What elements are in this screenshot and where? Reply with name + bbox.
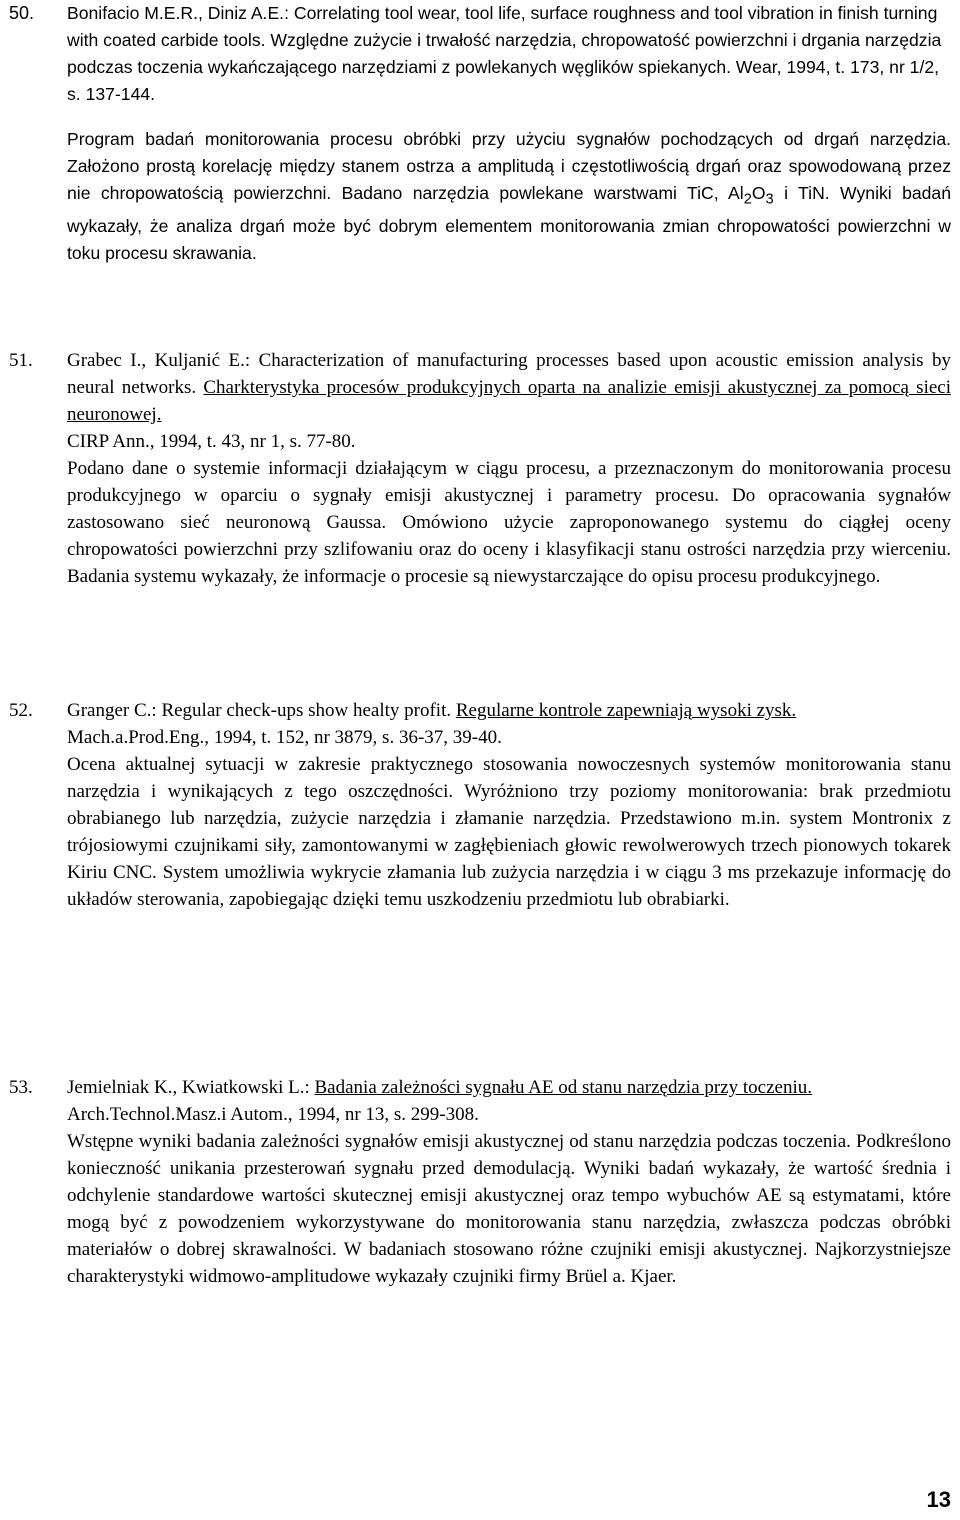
entry-citation [67, 697, 951, 724]
entry-citation [67, 0, 951, 108]
entry-body [67, 347, 951, 590]
entry-citation [67, 347, 951, 428]
entry-authors: Granger C.: [67, 700, 157, 721]
entry-source: CIRP Ann., 1994, t. 43, nr 1, s. 77-80. [67, 431, 356, 452]
entry-authors: Grabec I., Kuljanić E.: [67, 350, 251, 371]
subscript: 2 [743, 191, 752, 208]
entry-title-pl: Charkterystyka procesów produkcyjnych oparta na analizie emisji akustycznej za pomocą sieci neuronowej. [67, 377, 951, 425]
entry-number: 50. [9, 3, 35, 23]
entry-authors: Bonifacio M.E.R., Diniz A.E.: [67, 3, 289, 23]
entry-number: 51. [9, 350, 33, 371]
entry-body [67, 0, 951, 285]
page-number: 13 [926, 1487, 951, 1512]
abstract-text: Program badań monitorowania procesu obróbki przy użyciu sygnałów pochodzących od drgań narzędzia. Założono prostą korelację między stanem ostrza a amplitudą i częstotliwością drgań oraz spowodowaną przez nie chropowatością powierzchni. Badano narzędzia powlekane warstwami TiC, Al [67, 128, 951, 203]
entry-title-pl: Regularne kontrole zapewniają wysoki zysk. [455, 700, 797, 721]
entry-number: 52. [9, 700, 33, 721]
entry-title-pl: Badania zależności sygnału AE od stanu narzędzia przy toczeniu. [314, 1077, 812, 1098]
entry-source: Mach.a.Prod.Eng., 1994, t. 152, nr 3879, s. 36-37, 39-40. [67, 727, 502, 748]
entry-abstract: Ocena aktualnej sytuacji w zakresie praktycznego stosowania nowoczesnych systemów monitorowania stanu narzędzia i wynikających z tego oszczędności. Wyróżniono trzy poziomy monitorowania: brak przedmiotu obrabianego lub narzędzia, zużycie narzędzia i złamanie narzędzia. Przedstawiono m.in. system Montronix z trójosiowymi czujnikami siły, zamontowanymi w zagłębieniach głowic rewolwerowych trzech pionowych tokarek Kiriu CNC. System umożliwia wykrycie złamania lub zużycia narzędzia i w ciągu 3 ms przekazuje informację do układów sterowania, zapobiegając dzięki temu uszkodzeniu przedmiotu lub obrabiarki. [67, 754, 951, 910]
entry-number: 53. [9, 1077, 33, 1098]
entry-title-en: Regular check-ups show healty profit. [161, 700, 452, 721]
entry-title-en: Correlating tool wear, tool life, surface roughness and tool vibration in finish turning with coated carbide tools. [67, 3, 938, 50]
entry-abstract: Wstępne wyniki badania zależności sygnałów emisji akustycznej od stanu narzędzia podczas toczenia. Podkreślono konieczność unikania przesterowań sygnału przed demodulacją. Wyniki badań wykazały, że wartość średnia i odchylenie standardowe wartości skutecznej emisji akustycznej oraz tempo wybuchów AE są estymatami, które mogą być z powodzeniem wykorzystywane do monitorowania stanu narzędzia, zwłaszcza podczas obróbki materiałów o dobrej skrawalności. W badaniach stosowano różne czujniki emisji akustycznej. Najkorzystniejsze charakterystyki widmowo-amplitudowe wykazały czujniki firmy Brüel a. Kjaer. [67, 1131, 951, 1287]
entry-title-en: Characterization of manufacturing processes based upon acoustic emission analysis by neural networks. [67, 350, 952, 398]
entry-title-pl: Względne zużycie i trwałość narzędzia, chropowatość powierzchni i drgania narzędzia podczas toczenia wykańczającego narzędziami z powlekanych węglików spiekanych. [67, 30, 942, 77]
entry-authors: Jemielniak K., Kwiatkowski L.: [67, 1077, 310, 1098]
entry-source: Arch.Technol.Masz.i Autom., 1994, nr 13, s. 299-308. [67, 1104, 479, 1125]
abstract-text: O [751, 182, 766, 203]
entry-citation [67, 1074, 951, 1101]
entry-source: Wear, 1994, t. 173, nr 1/2, s. 137-144. [67, 57, 940, 104]
entry-abstract: Podano dane o systemie informacji działającym w ciągu procesu, a przeznaczonym do monitorowania procesu produkcyjnego w oparciu o sygnały emisji akustycznej i parametry procesu. Do opracowania sygnałów zastosowano sieć neuronową Gaussa. Omówiono użycie zaproponowanego systemu do ciągłej oceny chropowatości powierzchni przy szlifowaniu oraz do oceny i klasyfikacji stanu ostrości narzędzia przy wierceniu. Badania systemu wykazały, że informacje o procesie są niewystarczające do opisu procesu produkcyjnego. [67, 458, 951, 587]
entry-abstract [67, 126, 951, 268]
entry-body [67, 1074, 951, 1290]
entry-body [67, 697, 951, 913]
abstract-text: i TiN. Wyniki badań wykazały, że analiza drgań może być dobrym elementem monitorowania zmian chropowatości powierzchni w toku procesu skrawania. [67, 182, 951, 264]
subscript: 3 [765, 191, 774, 208]
